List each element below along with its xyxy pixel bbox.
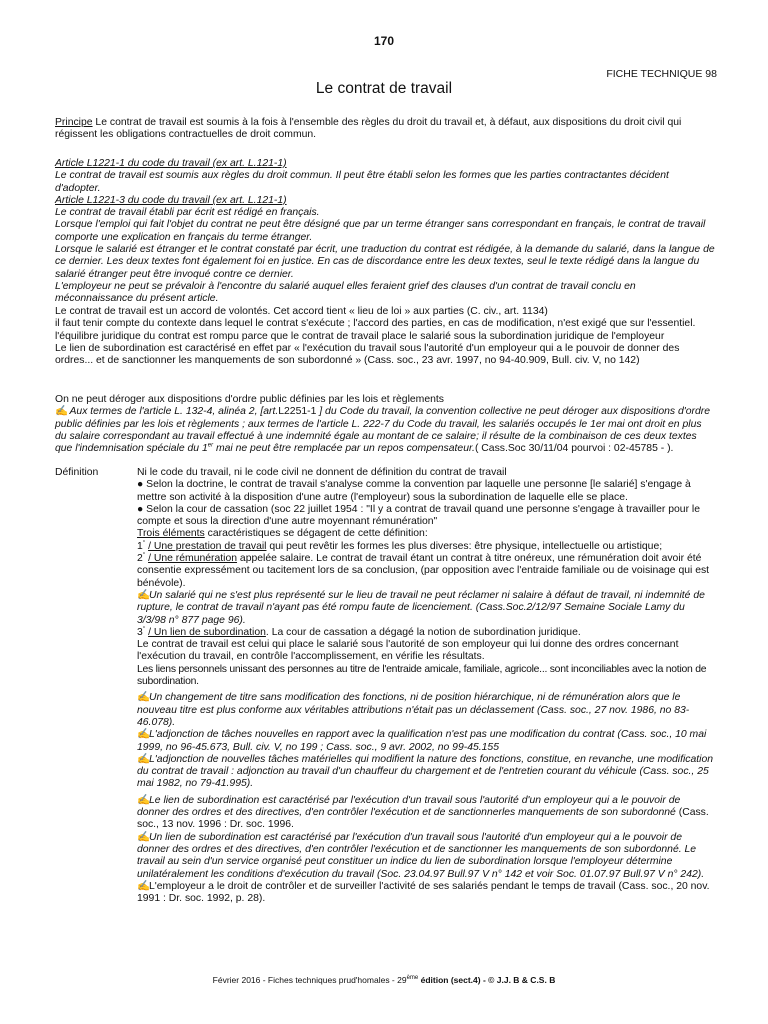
note-text: Un salarié qui ne s'est plus représenté sur le lieu de travail ne peut réclamer ni salaire à défaut de travail, ni indemnité de rupture, le contrat de travail n'ayant pas été rompu faute de licenciement. (Cass.Soc.2/12/97 Semaine Sociale Lamy du 3/3/98 n° 877 page 96). <box>137 589 705 626</box>
element-number: 2 <box>137 553 143 565</box>
page-number: 170 <box>373 34 395 48</box>
writing-hand-icon: ✍ <box>137 794 150 806</box>
footer <box>0 974 768 986</box>
article-text: Lorsque l'emploi qui fait l'objet du contrat ne peut être désigné que par un terme étranger sans correspondant en français, le contrat de travail comporte une explication en français du terme étranger. <box>55 219 706 243</box>
article-text: L'employeur ne peut se prévaloir à l'encontre du salarié auquel elles feraient grief des clauses d'un contrat de travail conclu en méconnaissance du présent article. <box>55 280 636 305</box>
element-label: / Une prestation de travail <box>148 540 267 552</box>
definition-bullet-text: Selon la doctrine, le contrat de travail s'analyse comme la convention par laquelle une personne [le salarié] s'engage à mettre son activité à la disposition d'une autre (l'employeur) sous la subordination de laquelle elle se place. <box>137 479 691 503</box>
footer-text: Février 2016 - Fiches techniques prud'homales - 29 <box>212 975 407 985</box>
note-text: Le lien de subordination est caractérisé par l'exécution d'un travail sous l'autorité d'un employeur qui a le pouvoir de donner des ordres et des directives, d'en contrôler l'exécution et de sanctionnerles manquements de son subordonné <box>137 794 681 819</box>
writing-hand-icon: ✍ <box>137 753 150 765</box>
jurisprudence-note <box>137 729 715 754</box>
writing-hand-icon: ✍ <box>55 406 68 418</box>
note-text: L'adjonction de nouvelles tâches matérielles qui modifient la nature des fonctions, constitue, en revanche, une modification du contrat de travail : adjonction au travail d'un chauffeur du chargement et de l'entretien courant du véhicule (Cass. soc., 25 mai 1982, no 79-41.995). <box>137 753 713 790</box>
accord-line: Le lien de subordination est caractérisé en effet par « l'exécution du travail sous l'autorité d'un employeur qui a le pouvoir de donner des ordres... et de sanctionner les manquements de son subordonné » (Cass. soc., 23 avr. 1997, no 94-40.909, Bull. civ. V, no 142) <box>55 342 680 367</box>
note-text: Un changement de titre sans modification des fonctions, ni de position hiérarchique, ni de rémunération alors que le nouveau titre est plus conforme aux véritables attributions n'était pas un déclassement (Cass. soc., 27 nov. 1986, no 83-46.078). <box>137 692 690 728</box>
principe-text: Le contrat de travail est soumis à la fois à l'ensemble des règles du droit du travail et, à défaut, aux dispositions du droit civil qui régissent les obligations contractuelles de droit commun. <box>55 117 682 141</box>
jurisprudence-note <box>137 881 715 906</box>
definition-paragraph: Le contrat de travail est celui qui place le salarié sous l'autorité de son employeur qui lui donne des ordres concernant l'exécution du travail, en contrôle l'accomplissement, en vérifie les résultats. <box>137 639 679 663</box>
element-1: 1° / Une prestation de travail qui peut revêtir les formes les plus diverses: être physique, intellectuelle ou artistique; <box>137 540 663 552</box>
bullet-icon: ● <box>137 479 147 491</box>
trois-elements-rest: caractéristiques se dégagent de cette définition: <box>204 528 428 540</box>
element-2-note <box>137 590 715 627</box>
accord-line: Le contrat de travail est un accord de volontés. Cet accord tient « lieu de loi » aux parties (C. civ., art. 1134) <box>55 306 548 317</box>
ordre-public-text-a: Aux termes de l'article L. 132-4, alinéa 2, [art. <box>67 406 279 418</box>
principe-paragraph <box>55 117 715 142</box>
writing-hand-icon: ✍ <box>137 880 150 892</box>
definition-section <box>137 467 715 905</box>
element-label: / Un lien de subordination <box>148 626 266 638</box>
article-text: Lorsque le salarié est étranger et le contrat constaté par écrit, une traduction du contrat est rédigée, à la demande du salarié, dans la langue de ce dernier. Les deux textes font également foi en justice. En cas de discordance entre les deux textes, seul le texte rédigé dans la langue du salarié étranger peut être invoqué contre ce dernier. <box>55 244 715 280</box>
ordre-public-article-ref: L2251-1 <box>278 406 317 418</box>
element-number: 1 <box>137 540 143 552</box>
article-text: Le contrat de travail établi par écrit est rédigé en français. <box>55 207 320 219</box>
definition-heading: Ni le code du travail, ni le code civil ne donnent de définition du contrat de travail <box>137 467 507 478</box>
writing-hand-icon: ✍ <box>137 589 150 601</box>
footer-copyright: édition (sect.4) - © J.J. B & C.S. B <box>418 975 556 985</box>
principe-section <box>55 117 715 142</box>
principe-label: Principe <box>55 117 93 128</box>
writing-hand-icon: ✍ <box>137 729 150 741</box>
ordre-public-text-d: mai ne peut être remplacée par un repos compensateur. <box>213 443 475 455</box>
element-3: 3° / Un lien de subordination. La cour de cassation a dégagé la notion de subordination juridique. <box>137 626 581 638</box>
article-text: Le contrat de travail est soumis aux règles du droit commun. Il peut être établi selon les formes que les parties contractantes décident d'adopter. <box>55 170 669 194</box>
note-text: L'employeur a le droit de contrôler et de surveiller l'activité de ses salariés pendant le temps de travail (Cass. soc., 20 nov. 1991 : Dr. soc. 1992, p. 28). <box>137 880 710 905</box>
note-text: L'adjonction de tâches nouvelles en rapport avec la qualification n'est pas une modification du contrat (Cass. soc., 10 mai 1999, no 96-45.673, Bull. civ. V, no 199 ; Cass. soc., 9 avr. 2002, no 99-45.155 <box>137 729 707 753</box>
writing-hand-icon: ✍ <box>137 692 150 704</box>
note-text: Un lien de subordination est caractérisé par l'exécution d'un travail sous l'autorité d'un employeur qui a le pouvoir de donner des ordres et des directives, d'en contrôler l'exécution et de sanctionner les manquements de son subordonné. Le travail au sein d'un service organisé peut constituer un indice du lien de subordination lorsque l'employeur détermine unilatéralement les conditions d'exécution du travail (Soc. 23.04.97 Bull.97 V n° 142 et voir Soc. 01.07.97 Bull.97 V n° 242). <box>137 831 705 880</box>
fiche-label: FICHE TECHNIQUE 98 <box>606 68 717 80</box>
jurisprudence-note <box>137 795 715 832</box>
ordre-public-heading: On ne peut déroger aux dispositions d'ordre public définies par les lois et règlements <box>55 394 444 405</box>
accord-section <box>55 306 715 367</box>
element-label: / Une rémunération <box>148 553 238 565</box>
jurisprudence-note <box>137 832 715 881</box>
ordre-public-text <box>55 406 715 455</box>
element-text: . La cour de cassation a dégagé la notion de subordination juridique. <box>265 626 581 638</box>
ordre-public-text-c: ] du Code du travail, la convention collective ne peut déroger aux dispositions d'ordre public définies par les lois et règlements ; aux termes de l'article L. 222-7 du Code du travail, les salariés occupés le 1er mai ont droit en plus du salaire correspondant au travail effectué à une indemnité égale au montant de ce salaire; il résulte de la combinaison de ces deux textes que l'indemnisation spéciale du 1 <box>55 406 710 455</box>
definition-bullet <box>137 504 715 529</box>
ordre-public-sup: er <box>207 442 214 449</box>
trois-elements-heading: Trois éléments <box>137 528 205 540</box>
jurisprudence-note <box>137 754 715 791</box>
footer-sup: ème <box>406 975 419 982</box>
accord-line: il faut tenir compte du contexte dans lequel le contrat s'exécute ; l'accord des parties, en cas de modification, n'est exigé que sur l'essentiel. <box>55 318 696 330</box>
element-number: 3 <box>137 626 143 638</box>
definition-bullet-text: Selon la cour de cassation (soc 22 juillet 1954 : "Il y a contrat de travail quand une personne s'engage à travailler pour le compte et sous la direction d'une autre moyennant rémunération" <box>137 503 701 528</box>
jurisprudence-note <box>137 692 715 729</box>
article-heading: Article L1221-1 du code du travail (ex art. L.121-1) <box>55 158 287 169</box>
articles-section <box>55 158 715 306</box>
accord-line: l'équilibre juridique du contrat est rompu parce que le contrat de travail place le salarié sous la subordination juridique de l'employeur <box>55 330 665 342</box>
ordre-public-ref: ( Cass.Soc 30/11/04 pourvoi : 02-45785 - ). <box>474 443 674 455</box>
definition-label: Définition <box>55 467 99 478</box>
definition-paragraph: Les liens personnels unissant des personnes au titre de l'entraide amicale, familiale, agricole... sont inconciliables avec la notion de subordination. <box>137 663 707 688</box>
bullet-icon: ● <box>137 503 147 515</box>
ordre-public-section <box>55 394 715 455</box>
definition-bullet <box>137 479 715 504</box>
note-ref: (Cass. soc., 13 nov. 1996 : Dr. soc. 1996. <box>137 807 709 831</box>
element-text: qui peut revêtir les formes les plus diverses: être physique, intellectuelle ou artistique; <box>266 540 663 552</box>
page-title: Le contrat de travail <box>315 80 453 97</box>
element-text: appelée salaire. Le contrat de travail étant un contrat à titre onéreux, une rémunération doit avoir été consentie expressément ou tacitement lors de sa conclusion, (par opposition avec l'entraide familiale ou de voisinage qui est bénévole). <box>137 553 710 589</box>
article-heading: Article L1221-3 du code du travail (ex art. L.121-1) <box>55 194 287 206</box>
element-2: 2° / Une rémunération appelée salaire. Le contrat de travail étant un contrat à titre onéreux, une rémunération doit avoir été consentie expressément ou tacitement lors de sa conclusion, (par opposition avec l'entraide familiale ou de voisinage qui est bénévole). <box>137 552 710 589</box>
writing-hand-icon: ✍ <box>137 831 150 843</box>
trois-elements <box>137 528 715 540</box>
